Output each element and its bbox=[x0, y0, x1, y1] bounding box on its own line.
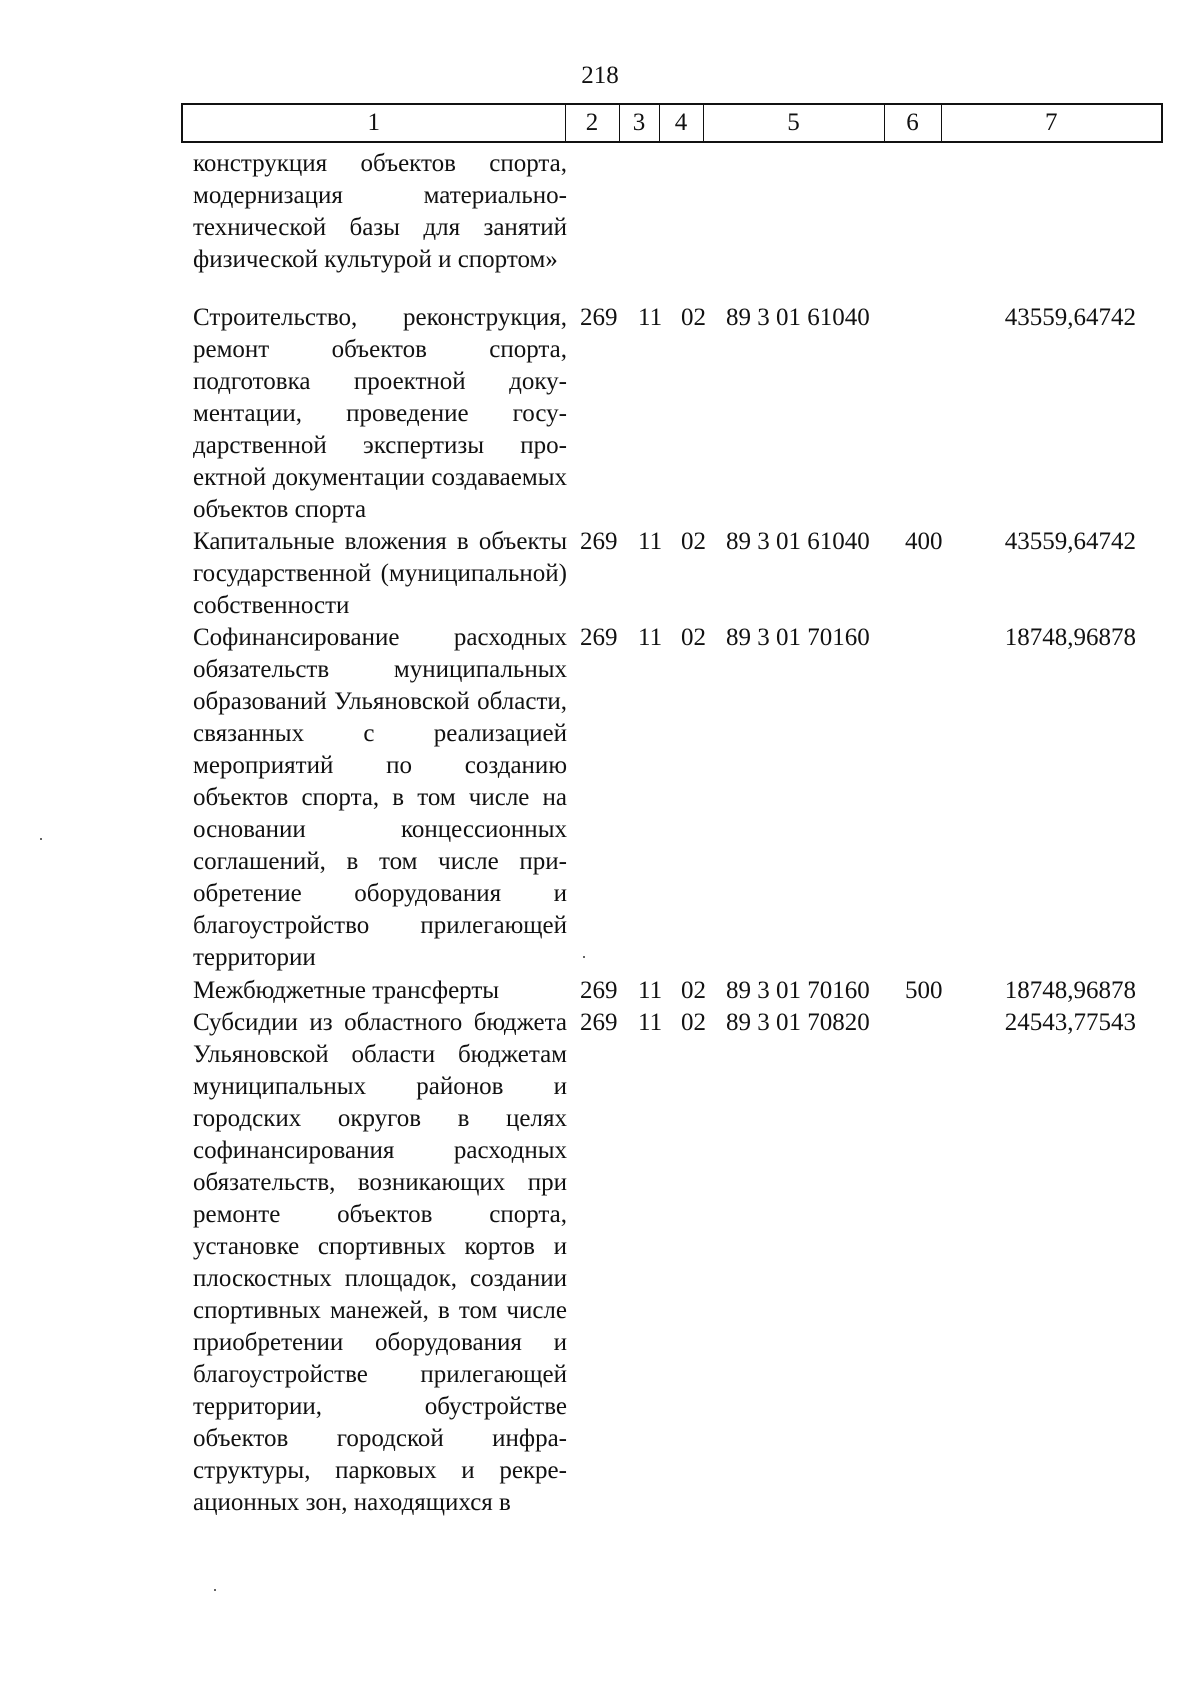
header-col-5: 5 bbox=[703, 104, 884, 142]
row-description: Капитальные вложения в объекты государственной (муниципальной) собственности bbox=[193, 528, 567, 619]
page-number: 218 bbox=[581, 62, 619, 89]
row-section-code: 11 bbox=[638, 528, 663, 555]
row-subsection-code: 02 bbox=[681, 528, 706, 555]
row-amount: 18748,96878 bbox=[1004, 624, 1136, 651]
row-subsection-code: 02 bbox=[681, 1009, 706, 1036]
header-col-1: 1 bbox=[367, 109, 380, 136]
row-ministry-code: 269 bbox=[580, 528, 618, 555]
row-section-code: 11 bbox=[638, 304, 663, 331]
header-col-6: 6 bbox=[884, 104, 941, 142]
row-amount: 24543,77543 bbox=[1004, 1009, 1136, 1036]
row-section-code: 11 bbox=[638, 1009, 663, 1036]
row-description: конструкция объектов спорта, модернизация материально-технической базы для занятий физической культурой и спортом» bbox=[193, 150, 567, 273]
row-subsection-code: 02 bbox=[681, 624, 706, 651]
row-section-code: 11 bbox=[638, 977, 663, 1004]
row-subsection-code: 02 bbox=[681, 977, 706, 1004]
row-ministry-code: 269 bbox=[580, 1009, 618, 1036]
scan-speck bbox=[40, 838, 42, 840]
row-target-article: 89 3 01 61040 bbox=[726, 304, 870, 331]
row-description: Строительство, реконструкция, ремонт объектов спорта, подготовка проектной документации, проведение государственной экспертизы проектной документации создаваемых объектов спорта bbox=[193, 304, 567, 523]
row-expense-type: 500 bbox=[905, 977, 943, 1004]
row-amount: 43559,64742 bbox=[1004, 304, 1136, 331]
row-target-article: 89 3 01 70160 bbox=[726, 977, 870, 1004]
row-subsection-code: 02 bbox=[681, 304, 706, 331]
header-col-2: 2 bbox=[565, 104, 619, 142]
row-ministry-code: 269 bbox=[580, 624, 618, 651]
row-description: Субсидии из областного бюджета Ульяновской области бюджетам муниципальных районов и городских округов в целях софинансирования расходных обязательств, возникающих при ремонте объектов спорта, установке спортивных кортов и плоскостных площадок, создании спортивных манежей, в том числе приобретении оборудования и благоустройстве прилегающей территории, обустройстве объектов городской инфраструктуры, парковых и рекреационных зон, находящихся в bbox=[193, 1009, 567, 1516]
row-target-article: 89 3 01 61040 bbox=[726, 528, 870, 555]
header-col-3: 3 bbox=[619, 104, 659, 142]
row-ministry-code: 269 bbox=[580, 977, 618, 1004]
header-col-4: 4 bbox=[659, 104, 703, 142]
row-description: Софинансирование расходных обязательств муниципальных образований Ульяновской области, связанных с реализацией мероприятий по созданию объектов спорта, в том числе на основании концессионных соглашений, в том числе приобретение оборудования и благоустройство прилегающей территории bbox=[193, 624, 567, 971]
row-description: Межбюджетные трансферты bbox=[193, 977, 500, 1004]
header-col-7: 7 bbox=[941, 104, 1162, 142]
row-ministry-code: 269 bbox=[580, 304, 618, 331]
scan-speck bbox=[214, 1589, 216, 1591]
row-amount: 18748,96878 bbox=[1004, 977, 1136, 1004]
row-target-article: 89 3 01 70820 bbox=[726, 1009, 870, 1036]
row-expense-type: 400 bbox=[905, 528, 943, 555]
row-amount: 43559,64742 bbox=[1004, 528, 1136, 555]
row-target-article: 89 3 01 70160 bbox=[726, 624, 870, 651]
scan-speck bbox=[583, 956, 585, 958]
row-section-code: 11 bbox=[638, 624, 663, 651]
table-header bbox=[181, 103, 1163, 143]
